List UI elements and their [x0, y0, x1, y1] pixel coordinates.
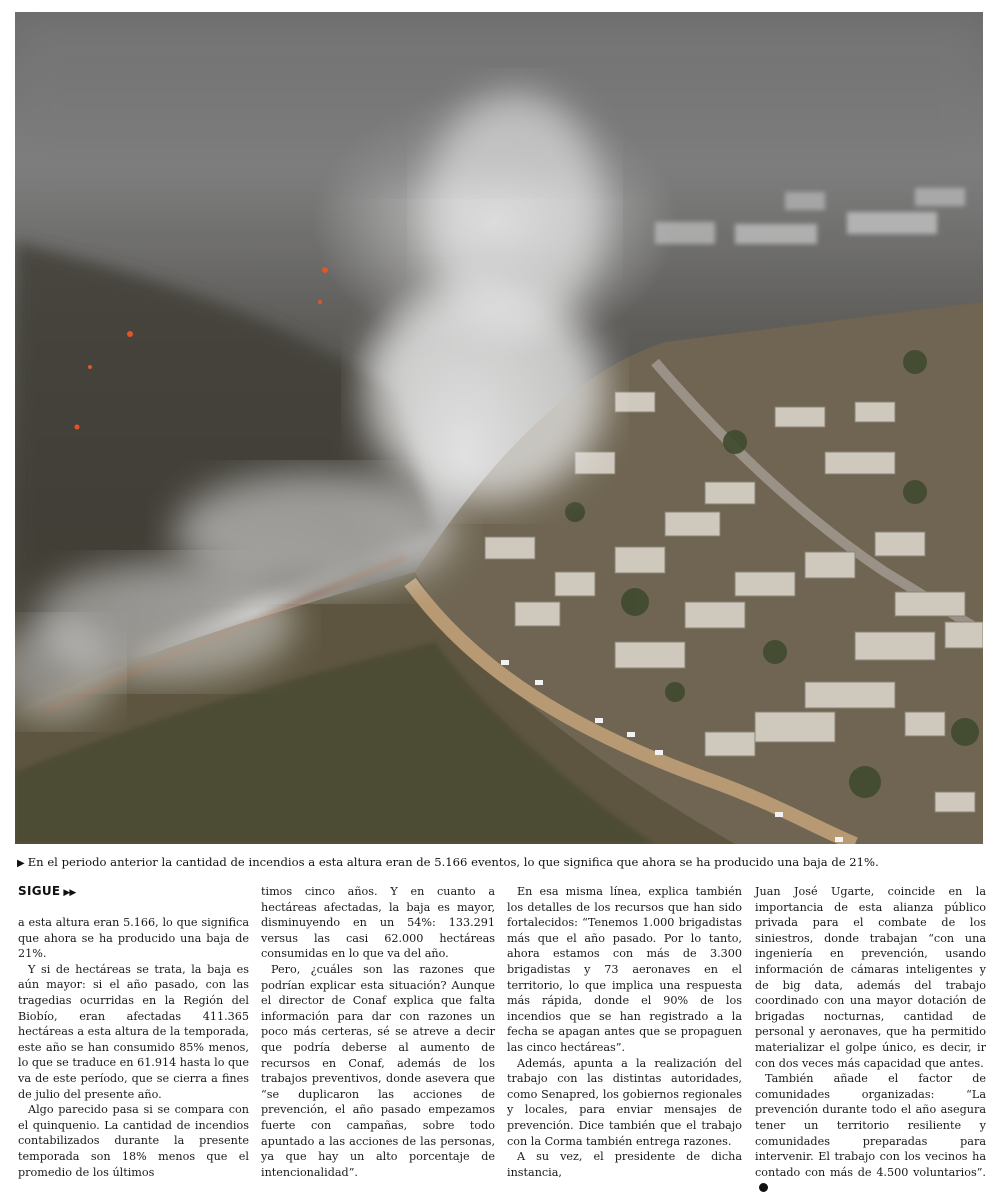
paragraph: a esta altura eran 5.166, lo que significa que ahora se ha producido una baja de 21%.: [18, 916, 249, 961]
sigue-label: SIGUE: [18, 884, 61, 898]
double-arrow-icon: ▶▶: [63, 888, 76, 898]
triangle-right-icon: ▶: [17, 858, 25, 869]
end-of-article-icon: [759, 1183, 768, 1192]
wildfire-aerial-photo: [15, 12, 983, 844]
article-column-1: [18, 915, 249, 1180]
article-column-3: [507, 884, 742, 1180]
distant-buildings: [655, 188, 965, 244]
paragraph-text: También añade el factor de comunidades organizadas: “La prevención durante todo el año asegura tener un territorio resiliente y comunidades preparadas para intervenir. El trabajo con los vecinos ha contado con más de 4.500 voluntarios”.: [755, 1072, 986, 1179]
article-column-2: [261, 884, 495, 1180]
continuation-marker: [18, 884, 75, 898]
caption-text: En el periodo anterior la cantidad de incendios a esta altura eran de 5.166 eventos, lo que significa que ahora se ha producido una baja de 21%.: [27, 855, 879, 869]
photo-illustration: [15, 12, 983, 844]
paragraph: timos cinco años. Y en cuanto a hectáreas afectadas, la baja es mayor, disminuyendo en un 54%: 133.291 versus las casi 62.000 hectáreas consumidas en lo que va del año.: [261, 885, 495, 961]
paragraph-last: [755, 1071, 986, 1196]
paragraph: Juan José Ugarte, coincide en la importancia de esta alianza público privada para el combate de los siniestros, donde trabajan “con una ingeniería en prevención, usando información de cámaras inteligentes y de big data, además del trabajo coordinado con una mayor dotación de brigadas nocturnas, cantidad de personal y aeronaves, que ha permitido materializar el golpe único, es decir, ir con dos veces más capacidad que antes.: [755, 885, 986, 1070]
paragraph: Además, apunta a la realización del trabajo con las distintas autoridades, como Senapred, los gobiernos regionales y locales, para enviar mensajes de prevención. Dice también que el trabajo con la Corma también entrega razones.: [507, 1056, 742, 1148]
article-column-4: [755, 884, 986, 1196]
paragraph: Y si de hectáreas se trata, la baja es aún mayor: si el año pasado, con las tragedias ocurridas en la Región del Biobío, eran afectadas 411.365 hectáreas a esta altura de la temporada, este año se han consumido 85% menos, lo que se traduce en 61.914 hasta lo que va de este período, que se cierra a fines de julio del presente año.: [18, 962, 249, 1101]
photo-caption: [17, 855, 983, 871]
paragraph: En esa misma línea, explica también los detalles de los recursos que han sido fortalecidos: “Tenemos 1.000 brigadistas más que el año pasado. Por lo tanto, ahora estamos con más de 3.300 brigadistas y 73 aeronaves en el territorio, lo que implica una respuesta más rápida, donde el 90% de los incendios que se han registrado a la fecha se apagan antes que se propaguen las cinco hectáreas”.: [507, 885, 742, 1054]
paragraph: Algo parecido pasa si se compara con el quinquenio. La cantidad de incendios contabilizados durante la presente temporada son 18% menos que el promedio de los últimos: [18, 1103, 249, 1179]
paragraph: A su vez, el presidente de dicha instancia,: [507, 1150, 742, 1179]
paragraph: Pero, ¿cuáles son las razones que podrían explicar esta situación? Aunque el director de Conaf explica que falta información para dar con razones un poco más certeras, sé se atreve a decir que podría deberse al aumento de recursos en Conaf, además de los trabajos preventivos, donde asevera que “se duplicaron las acciones de prevención, el año pasado empezamos fuerte con campañas, sobre todo apuntado a las acciones de las personas, ya que hay un alto porcentaje de intencionalidad”.: [261, 962, 495, 1179]
